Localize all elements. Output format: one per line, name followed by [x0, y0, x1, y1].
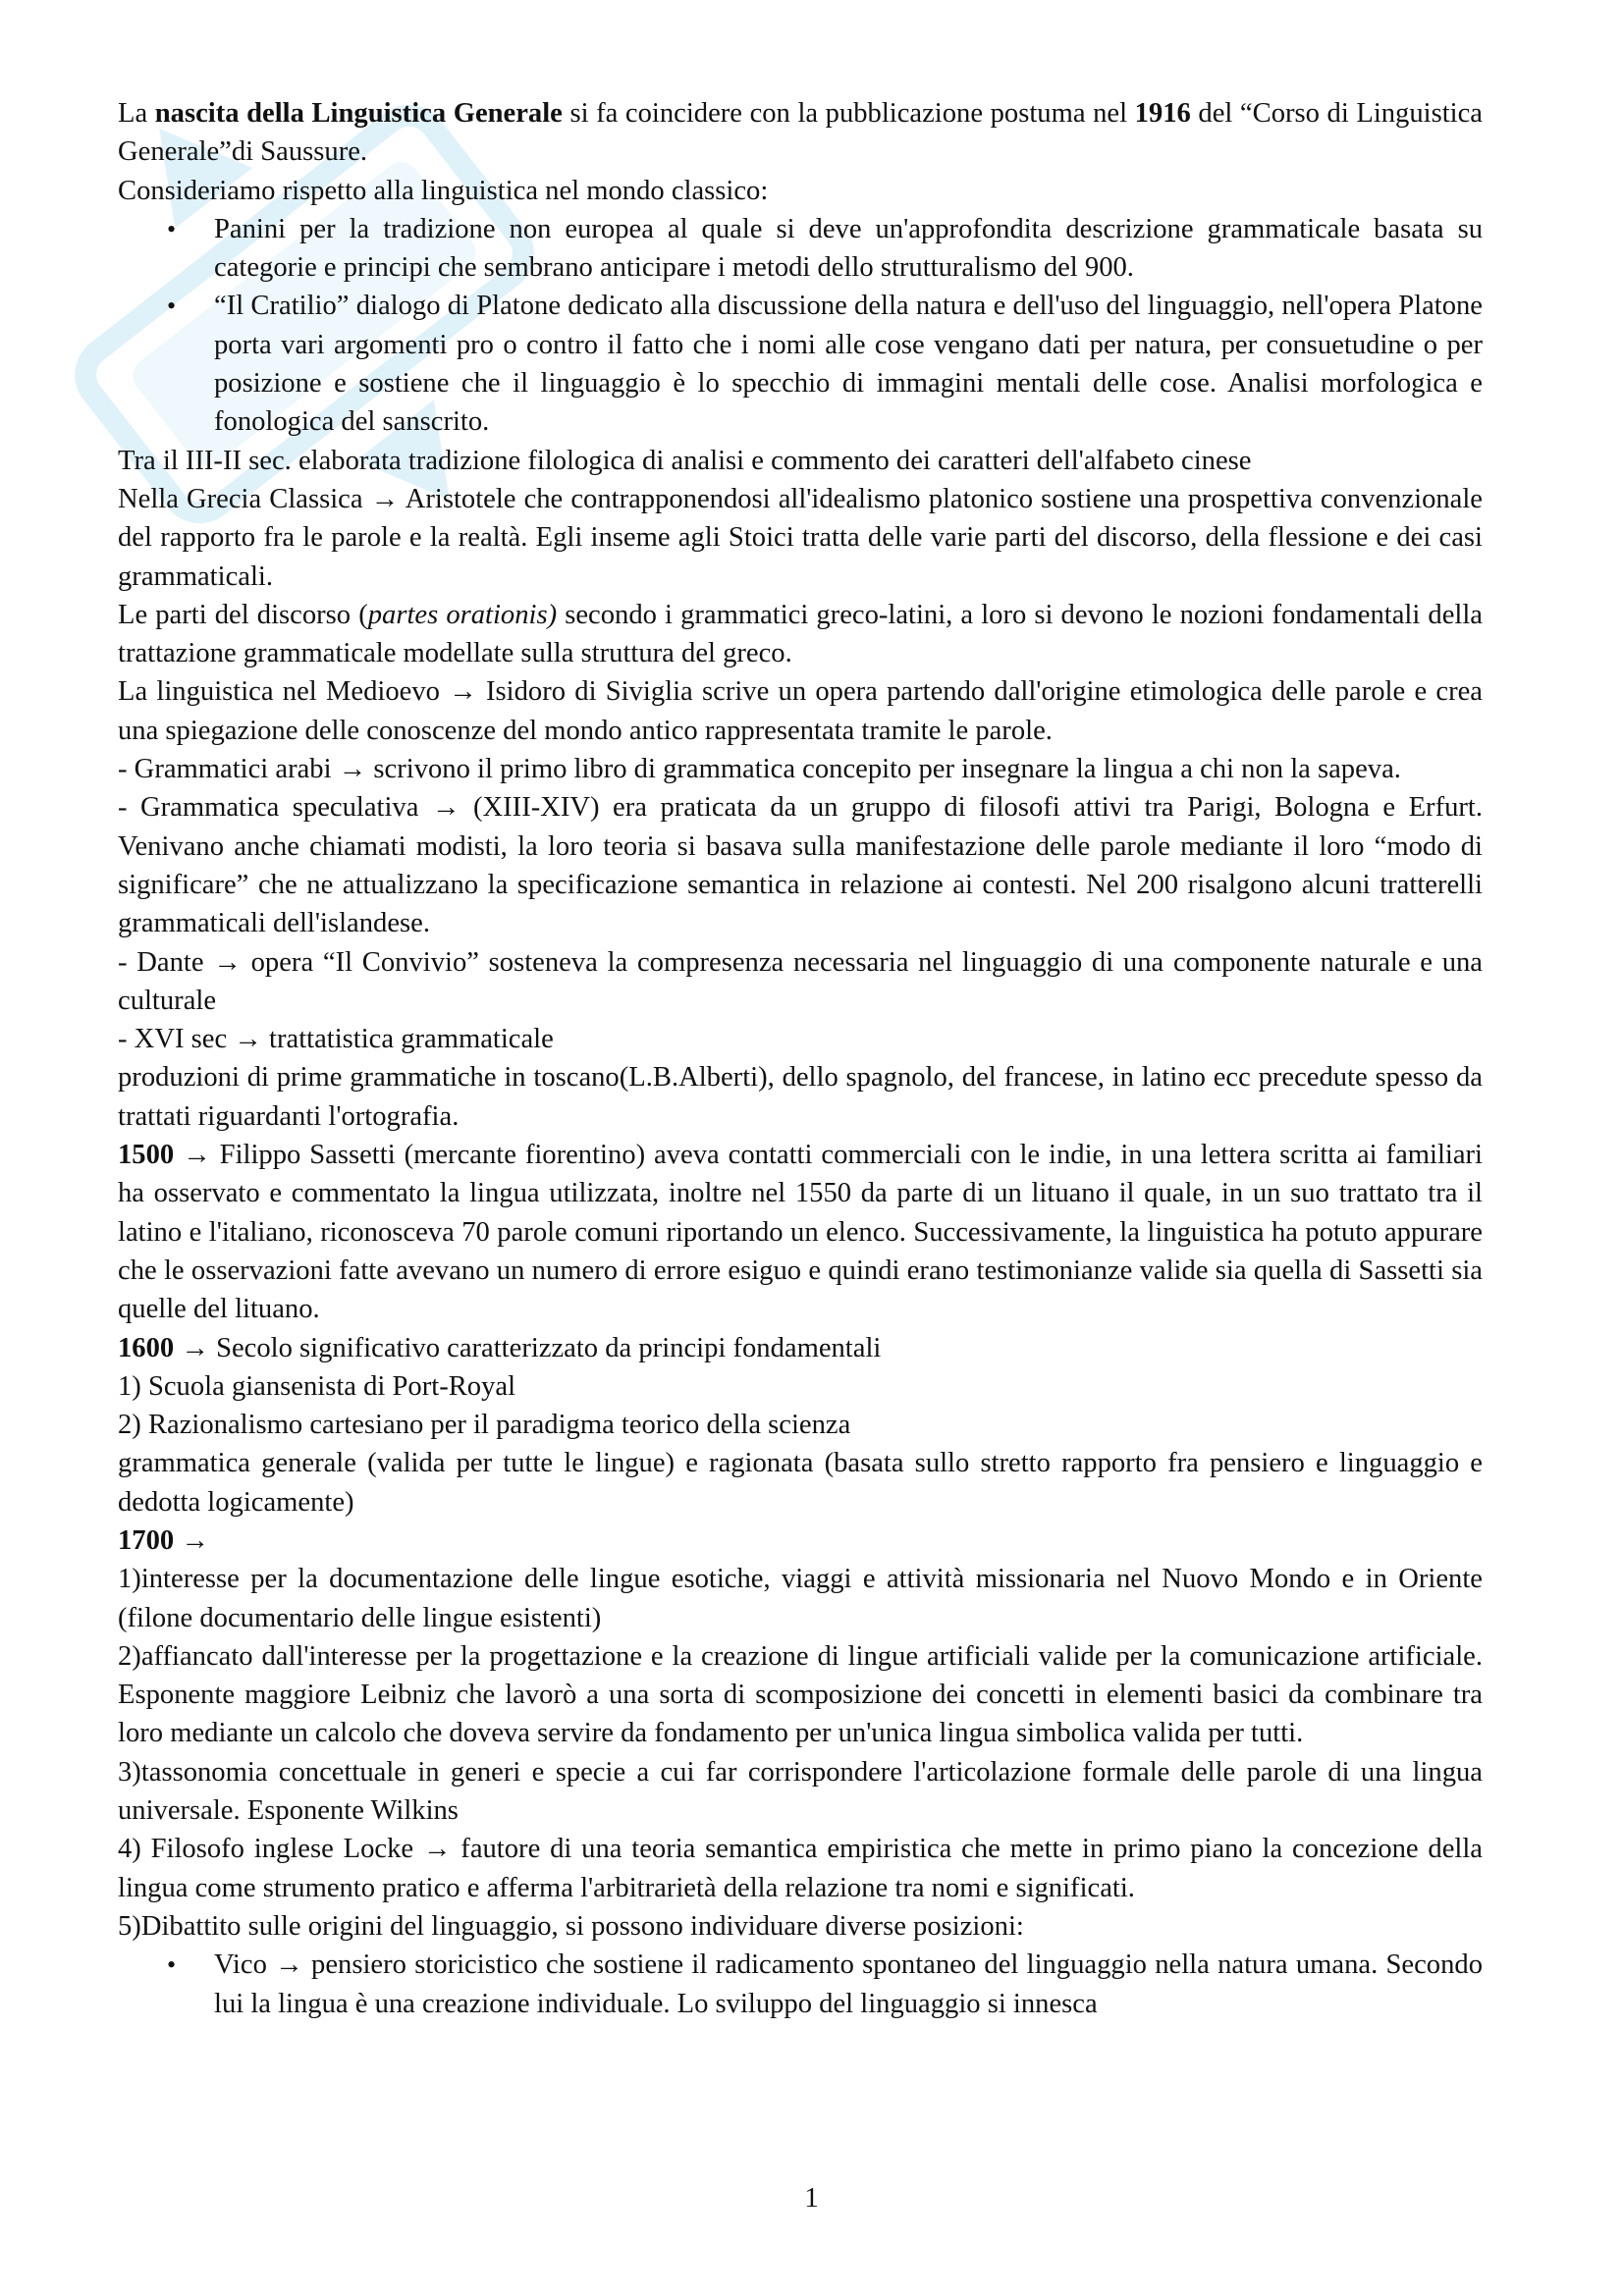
- italic-text: partes orationis): [367, 599, 558, 630]
- text-run: Vico → pensiero storicistico che sostiene il radicamento spontaneo del linguaggio nella natura umana. Secondo lui la lingua è una creazione individuale. Lo sviluppo del linguaggio si innesca: [214, 1949, 1483, 2019]
- text-run: 1) Scuola giansenista di Port-Royal: [118, 1370, 516, 1402]
- bullet-item: [118, 210, 1483, 288]
- paragraph: [118, 94, 1483, 172]
- paragraph: [118, 1560, 1483, 1637]
- text-run: 1)interesse per la documentazione delle lingue esotiche, viaggi e attività missionaria nel Nuovo Mondo e in Oriente (filone documentario delle lingue esistenti): [118, 1564, 1483, 1633]
- bold-text: 1700 →: [118, 1524, 209, 1556]
- bullet-item: [118, 287, 1483, 441]
- text-run: 4) Filosofo inglese Locke → fautore di una teoria semantica empiristica che mette in primo piano la concezione della lingua come strumento pratico e afferma l'arbitrarietà della relazione tra nomi e significati.: [118, 1834, 1483, 1903]
- paragraph: [118, 442, 1483, 480]
- text-run: - Grammatici arabi → scrivono il primo libro di grammatica concepito per insegnare la lingua a chi non la sapeva.: [118, 754, 1401, 785]
- text-run: 2)affiancato dall'interesse per la progettazione e la creazione di lingue artificiali valide per la comunicazione artificiale. Esponente maggiore Leibniz che lavorò a una sorta di scomposizione dei concetti in elementi basici da combinare tra loro mediante un calcolo che doveva servire da fondamento per un'unica lingua simbolica valida per tutti.: [118, 1640, 1483, 1749]
- paragraph: [118, 480, 1483, 596]
- text-run: grammatica generale (valida per tutte le lingue) e ragionata (basata sullo stretto rapporto fra pensiero e linguaggio e dedotta logicamente): [118, 1448, 1483, 1518]
- text-run: del “Corso di Linguistica Generale”di Saussure.: [118, 98, 1483, 168]
- paragraph: [118, 1907, 1483, 1946]
- text-run: Tra il III-II sec. elaborata tradizione filologica di analisi e commento dei caratteri dell'alfabeto cinese: [118, 445, 1252, 476]
- bullet-item: [118, 1946, 1483, 2023]
- bold-text: 1916: [1134, 98, 1191, 129]
- text-run: Le parti del discorso (: [118, 599, 368, 630]
- text-run: Panini per la tradizione non europea al quale si deve un'approfondita descrizione grammaticale basata su categorie e principi che sembrano anticipare i metodi dello strutturalismo del 900.: [214, 213, 1483, 284]
- text-run: Secolo significativo caratterizzato da principi fondamentali: [208, 1332, 882, 1363]
- text-run: - XVI sec → trattatistica grammaticale: [118, 1024, 554, 1055]
- paragraph: [118, 1406, 1483, 1444]
- paragraph: [118, 1020, 1483, 1058]
- bullet-list: [118, 1946, 1483, 2023]
- paragraph: [118, 1058, 1483, 1136]
- paragraph: [118, 672, 1483, 750]
- paragraph: [118, 1329, 1483, 1367]
- text-run: - Grammatica speculativa → (XIII-XIV) era praticata da un gruppo di filosofi attivi tra Parigi, Bologna e Erfurt. Venivano anche chiamati modisti, la loro teoria si basava sulla manifestazione delle parole mediante il loro “modo di significare” che ne attualizzano la specificazione semantica in relazione ai contesti. Nel 200 risalgono alcuni tratterelli grammaticali dell'islandese.: [118, 792, 1483, 939]
- bold-text: 1600 →: [118, 1332, 209, 1363]
- bold-text: 1500 →: [118, 1140, 211, 1171]
- text-run: - Dante → opera “Il Convivio” sosteneva la compresenza necessaria nel linguaggio di una componente naturale e una culturale: [118, 946, 1483, 1016]
- bold-text: nascita della Linguistica Generale: [154, 98, 563, 129]
- paragraph: [118, 788, 1483, 942]
- paragraph: [118, 943, 1483, 1021]
- text-run: La: [118, 98, 155, 129]
- bullet-list: [118, 210, 1483, 442]
- text-run: produzioni di prime grammatiche in toscano(L.B.Alberti), dello spagnolo, del francese, in latino ecc precedute spesso da trattati riguardanti l'ortografia.: [118, 1062, 1483, 1132]
- paragraph: [118, 596, 1483, 673]
- text-run: 5)Dibattito sulle origini del linguaggio, si possono individuare diverse posizioni:: [118, 1910, 1024, 1942]
- text-run: Nella Grecia Classica → Aristotele che contrapponendosi all'idealismo platonico sostiene una prospettiva convenzionale del rapporto fra le parole e la realtà. Egli inseme agli Stoici tratta delle varie parti del discorso, della flessione e dei casi grammaticali.: [118, 483, 1483, 592]
- text-run: 3)tassonomia concettuale in generi e specie a cui far corrispondere l'articolazione formale delle parole di una lingua universale. Esponente Wilkins: [118, 1756, 1483, 1827]
- text-run: “Il Cratilio” dialogo di Platone dedicato alla discussione della natura e dell'uso del linguaggio, nell'opera Platone porta vari argomenti pro o contro il fatto che i nomi alle cose vengano dati per natura, per consuetudine o per posizione e sostiene che il linguaggio è lo specchio di immagini mentali delle cose. Analisi morfologica e fonologica del sanscrito.: [214, 291, 1483, 438]
- paragraph: [118, 1444, 1483, 1522]
- paragraph: [118, 1830, 1483, 1907]
- text-run: Filippo Sassetti (mercante fiorentino) aveva contatti commerciali con le indie, in una lettera scritta ai familiari ha osservato e commentato la lingua utilizzata, inoltre nel 1550 da parte di un lituano il quale, in un suo trattato tra il latino e l'italiano, riconosceva 70 parole comuni riportando un elenco. Successivamente, la linguistica ha potuto appurare che le osservazioni fatte avevano un numero di errore esiguo e quindi erano testimonianze valide sia quella di Sassetti sia quelle del lituano.: [118, 1140, 1483, 1325]
- text-run: si fa coincidere con la pubblicazione postuma nel: [562, 98, 1135, 129]
- page-number: 1: [804, 2182, 819, 2214]
- text-run: 2) Razionalismo cartesiano per il paradigma teorico della scienza: [118, 1410, 851, 1441]
- paragraph: [118, 172, 1483, 210]
- paragraph: [118, 1753, 1483, 1831]
- paragraph: [118, 1367, 1483, 1406]
- text-run: La linguistica nel Medioevo → Isidoro di Siviglia scrive un opera partendo dall'origine etimologica delle parole e crea una spiegazione delle conoscenze del mondo antico rappresentata tramite le parole.: [118, 676, 1483, 746]
- text-run: secondo i grammatici greco-latini, a loro si devono le nozioni fondamentali della trattazione grammaticale modellate sulla struttura del greco.: [118, 599, 1483, 669]
- paragraph: [118, 1522, 1483, 1560]
- paragraph: [118, 1136, 1483, 1328]
- text-run: Consideriamo rispetto alla linguistica nel mondo classico:: [118, 175, 769, 206]
- paragraph: [118, 1637, 1483, 1753]
- paragraph: [118, 750, 1483, 788]
- document-body: [118, 94, 1483, 2023]
